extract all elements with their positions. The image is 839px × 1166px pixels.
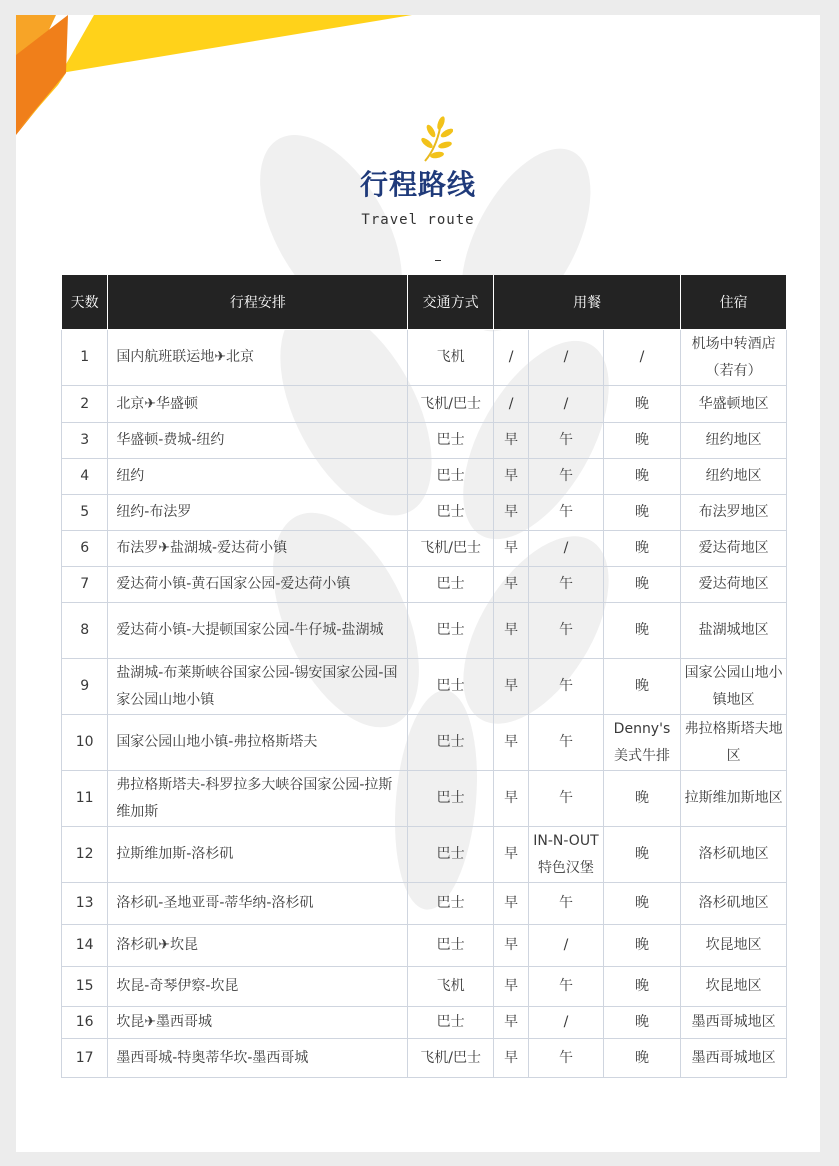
table-row	[62, 603, 787, 659]
table-row	[62, 1007, 787, 1039]
cell-hotel: 爱达荷地区	[681, 567, 787, 603]
cell-route: 布法罗✈盐湖城-爱达荷小镇	[108, 531, 408, 567]
table-row	[62, 1039, 787, 1078]
cell-dinner: 晚	[603, 531, 681, 567]
cell-dinner: 晚	[603, 1039, 681, 1078]
cell-lunch: 午	[529, 459, 604, 495]
cell-day: 2	[62, 386, 108, 423]
table-row	[62, 459, 787, 495]
cell-dinner: 晚	[603, 827, 681, 883]
cell-transport: 巴士	[408, 567, 494, 603]
cell-dinner: 晚	[603, 967, 681, 1007]
cell-hotel: 拉斯维加斯地区	[681, 771, 787, 827]
cell-transport: 飞机/巴士	[408, 1039, 494, 1078]
cell-dinner: Denny's 美式牛排	[603, 715, 681, 771]
cell-route: 北京✈华盛顿	[108, 386, 408, 423]
cell-lunch: 午	[529, 1039, 604, 1078]
cell-day: 16	[62, 1007, 108, 1039]
divider	[435, 260, 441, 261]
cell-lunch: 午	[529, 883, 604, 925]
table-row	[62, 386, 787, 423]
cell-lunch: IN-N-OUT 特色汉堡	[529, 827, 604, 883]
cell-route: 坎昆✈墨西哥城	[108, 1007, 408, 1039]
cell-dinner: 晚	[603, 495, 681, 531]
cell-transport: 巴士	[408, 423, 494, 459]
cell-day: 7	[62, 567, 108, 603]
cell-route: 国内航班联运地✈北京	[108, 330, 408, 386]
cell-breakfast: 早	[493, 459, 528, 495]
cell-lunch: 午	[529, 715, 604, 771]
cell-dinner: 晚	[603, 423, 681, 459]
header-day: 天数	[62, 275, 108, 330]
cell-lunch: /	[529, 925, 604, 967]
table-row	[62, 925, 787, 967]
cell-hotel: 墨西哥城地区	[681, 1039, 787, 1078]
cell-day: 12	[62, 827, 108, 883]
cell-route: 洛杉矶-圣地亚哥-蒂华纳-洛杉矶	[108, 883, 408, 925]
cell-lunch: 午	[529, 659, 604, 715]
cell-hotel: 爱达荷地区	[681, 531, 787, 567]
cell-breakfast: 早	[493, 883, 528, 925]
cell-dinner: 晚	[603, 567, 681, 603]
cell-breakfast: 早	[493, 1007, 528, 1039]
cell-hotel: 墨西哥城地区	[681, 1007, 787, 1039]
cell-day: 4	[62, 459, 108, 495]
cell-transport: 巴士	[408, 883, 494, 925]
cell-route: 爱达荷小镇-黄石国家公园-爱达荷小镇	[108, 567, 408, 603]
header-route: 行程安排	[108, 275, 408, 330]
cell-hotel: 布法罗地区	[681, 495, 787, 531]
header-meals: 用餐	[493, 275, 680, 330]
cell-breakfast: 早	[493, 827, 528, 883]
cell-dinner: 晚	[603, 925, 681, 967]
cell-dinner: 晚	[603, 386, 681, 423]
cell-route: 坎昆-奇琴伊察-坎昆	[108, 967, 408, 1007]
cell-breakfast: 早	[493, 603, 528, 659]
table-header-row	[62, 275, 787, 330]
cell-breakfast: 早	[493, 925, 528, 967]
cell-day: 5	[62, 495, 108, 531]
table-row	[62, 715, 787, 771]
cell-day: 10	[62, 715, 108, 771]
itinerary-table	[61, 275, 787, 1078]
cell-transport: 巴士	[408, 659, 494, 715]
cell-route: 纽约-布法罗	[108, 495, 408, 531]
table-row	[62, 827, 787, 883]
cell-transport: 巴士	[408, 925, 494, 967]
cell-dinner: /	[603, 330, 681, 386]
cell-breakfast: 早	[493, 967, 528, 1007]
cell-hotel: 坎昆地区	[681, 967, 787, 1007]
cell-hotel: 国家公园山地小镇地区	[681, 659, 787, 715]
page-title: 行程路线	[359, 168, 476, 201]
cell-breakfast: 早	[493, 531, 528, 567]
cell-breakfast: /	[493, 330, 528, 386]
cell-transport: 飞机/巴士	[408, 386, 494, 423]
cell-route: 爱达荷小镇-大提顿国家公园-牛仔城-盐湖城	[108, 603, 408, 659]
cell-breakfast: 早	[493, 495, 528, 531]
table-row	[62, 567, 787, 603]
document-page	[16, 15, 820, 1152]
table-row	[62, 423, 787, 459]
table-row	[62, 967, 787, 1007]
cell-day: 15	[62, 967, 108, 1007]
cell-hotel: 洛杉矶地区	[681, 827, 787, 883]
cell-lunch: 午	[529, 967, 604, 1007]
table-row	[62, 659, 787, 715]
cell-transport: 巴士	[408, 827, 494, 883]
cell-route: 华盛顿-费城-纽约	[108, 423, 408, 459]
cell-day: 6	[62, 531, 108, 567]
cell-hotel: 纽约地区	[681, 459, 787, 495]
cell-transport: 巴士	[408, 459, 494, 495]
cell-breakfast: 早	[493, 659, 528, 715]
cell-transport: 飞机	[408, 330, 494, 386]
table-row	[62, 883, 787, 925]
cell-lunch: /	[529, 386, 604, 423]
cell-route: 洛杉矶✈坎昆	[108, 925, 408, 967]
cell-day: 3	[62, 423, 108, 459]
cell-day: 11	[62, 771, 108, 827]
cell-transport: 飞机/巴士	[408, 531, 494, 567]
cell-lunch: 午	[529, 771, 604, 827]
cell-hotel: 华盛顿地区	[681, 386, 787, 423]
cell-dinner: 晚	[603, 883, 681, 925]
cell-transport: 巴士	[408, 715, 494, 771]
laurel-icon	[419, 115, 453, 165]
cell-hotel: 坎昆地区	[681, 925, 787, 967]
table-body	[62, 330, 787, 1078]
cell-lunch: 午	[529, 567, 604, 603]
cell-hotel: 机场中转酒店（若有）	[681, 330, 787, 386]
page-subtitle: Travel route	[361, 212, 475, 228]
cell-lunch: /	[529, 1007, 604, 1039]
cell-dinner: 晚	[603, 771, 681, 827]
cell-lunch: 午	[529, 603, 604, 659]
table-row	[62, 771, 787, 827]
cell-route: 弗拉格斯塔夫-科罗拉多大峡谷国家公园-拉斯维加斯	[108, 771, 408, 827]
cell-breakfast: 早	[493, 567, 528, 603]
cell-route: 拉斯维加斯-洛杉矶	[108, 827, 408, 883]
cell-route: 盐湖城-布莱斯峡谷国家公园-锡安国家公园-国家公园山地小镇	[108, 659, 408, 715]
table-row	[62, 495, 787, 531]
cell-day: 13	[62, 883, 108, 925]
cell-dinner: 晚	[603, 603, 681, 659]
cell-transport: 巴士	[408, 771, 494, 827]
header-transport: 交通方式	[408, 275, 494, 330]
cell-breakfast: 早	[493, 771, 528, 827]
cell-transport: 巴士	[408, 495, 494, 531]
cell-day: 17	[62, 1039, 108, 1078]
table-row	[62, 330, 787, 386]
cell-transport: 巴士	[408, 1007, 494, 1039]
cell-route: 墨西哥城-特奥蒂华坎-墨西哥城	[108, 1039, 408, 1078]
header-hotel: 住宿	[681, 275, 787, 330]
cell-breakfast: /	[493, 386, 528, 423]
cell-hotel: 纽约地区	[681, 423, 787, 459]
cell-day: 14	[62, 925, 108, 967]
cell-transport: 飞机	[408, 967, 494, 1007]
cell-lunch: 午	[529, 423, 604, 459]
cell-dinner: 晚	[603, 659, 681, 715]
cell-route: 纽约	[108, 459, 408, 495]
cell-dinner: 晚	[603, 459, 681, 495]
corner-yellow-band	[61, 15, 412, 73]
cell-day: 1	[62, 330, 108, 386]
cell-hotel: 盐湖城地区	[681, 603, 787, 659]
cell-lunch: /	[529, 531, 604, 567]
cell-day: 8	[62, 603, 108, 659]
cell-lunch: /	[529, 330, 604, 386]
cell-transport: 巴士	[408, 603, 494, 659]
cell-breakfast: 早	[493, 423, 528, 459]
cell-breakfast: 早	[493, 715, 528, 771]
cell-hotel: 弗拉格斯塔夫地区	[681, 715, 787, 771]
cell-hotel: 洛杉矶地区	[681, 883, 787, 925]
cell-route: 国家公园山地小镇-弗拉格斯塔夫	[108, 715, 408, 771]
cell-lunch: 午	[529, 495, 604, 531]
cell-dinner: 晚	[603, 1007, 681, 1039]
cell-day: 9	[62, 659, 108, 715]
table-row	[62, 531, 787, 567]
cell-breakfast: 早	[493, 1039, 528, 1078]
